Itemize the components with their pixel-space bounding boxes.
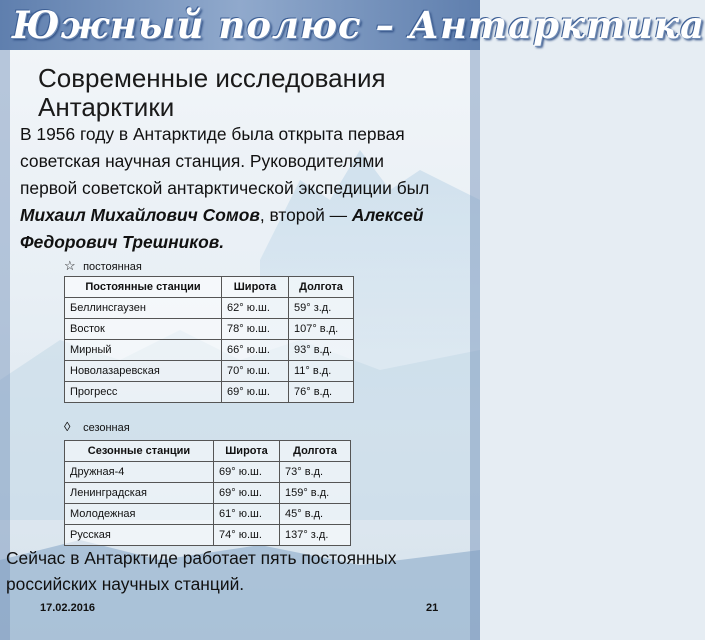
star-icon: ☆ bbox=[64, 258, 76, 273]
person-name: Федорович Трешников bbox=[20, 232, 220, 252]
latitude-cell: 74° ю.ш. bbox=[214, 525, 280, 546]
footer-date: 17.02.2016 bbox=[40, 602, 96, 614]
station-name: Беллинсгаузен bbox=[65, 298, 222, 319]
banner-title: Южный полюс – Антарктика bbox=[12, 3, 705, 47]
longitude-cell: 159° в.д. bbox=[280, 483, 351, 504]
column-header: Широта bbox=[214, 441, 280, 462]
latitude-cell: 70° ю.ш. bbox=[222, 361, 289, 382]
table-row bbox=[65, 382, 354, 403]
station-name: Молодежная bbox=[65, 504, 214, 525]
paragraph-text: , второй — bbox=[259, 205, 352, 225]
table-row bbox=[65, 462, 351, 483]
table-header-row bbox=[65, 277, 354, 298]
longitude-cell: 76° в.д. bbox=[289, 382, 354, 403]
paragraph-text: . bbox=[219, 232, 225, 252]
column-header: Долгота bbox=[289, 277, 354, 298]
table-row bbox=[65, 298, 354, 319]
longitude-cell: 107° в.д. bbox=[289, 319, 354, 340]
latitude-cell: 78° ю.ш. bbox=[222, 319, 289, 340]
longitude-cell: 45° в.д. bbox=[280, 504, 351, 525]
intro-paragraph bbox=[20, 121, 480, 256]
paragraph-line: Сейчас в Антарктиде работает пять постоянных bbox=[6, 548, 397, 568]
table-row bbox=[65, 319, 354, 340]
slide-title bbox=[38, 64, 386, 122]
longitude-cell: 137° з.д. bbox=[280, 525, 351, 546]
station-name: Ленинградская bbox=[65, 483, 214, 504]
legend-label: постоянная bbox=[83, 261, 142, 273]
longitude-cell: 11° в.д. bbox=[289, 361, 354, 382]
latitude-cell: 69° ю.ш. bbox=[214, 462, 280, 483]
legend-seasonal bbox=[64, 419, 130, 434]
table-header-row bbox=[65, 441, 351, 462]
station-name: Прогресс bbox=[65, 382, 222, 403]
table-row bbox=[65, 483, 351, 504]
table-row bbox=[65, 361, 354, 382]
station-name: Восток bbox=[65, 319, 222, 340]
paragraph-line: В 1956 году в Антарктиде была открыта первая bbox=[20, 124, 405, 144]
paragraph-line bbox=[20, 229, 480, 256]
table-row bbox=[65, 504, 351, 525]
diamond-icon: ◊ bbox=[64, 419, 71, 434]
column-header: Постоянные станции bbox=[65, 277, 222, 298]
person-name: Михаил Михайлович Сомов bbox=[20, 205, 260, 225]
paragraph-line: первой советской антарктической экспедиции был bbox=[20, 178, 430, 198]
latitude-cell: 62° ю.ш. bbox=[222, 298, 289, 319]
person-name: Алексей bbox=[351, 205, 424, 225]
station-name: Русская bbox=[65, 525, 214, 546]
paragraph-line: советская научная станция. Руководителями bbox=[20, 151, 384, 171]
paragraph-line bbox=[20, 202, 480, 229]
slide-title-line: Современные исследования bbox=[38, 63, 386, 93]
latitude-cell: 61° ю.ш. bbox=[214, 504, 280, 525]
seasonal-stations-table bbox=[64, 440, 351, 546]
legend-permanent bbox=[64, 258, 142, 274]
title-banner bbox=[0, 0, 705, 50]
station-name: Мирный bbox=[65, 340, 222, 361]
latitude-cell: 69° ю.ш. bbox=[214, 483, 280, 504]
slide-number: 21 bbox=[426, 602, 439, 614]
table-row bbox=[65, 340, 354, 361]
closing-paragraph bbox=[6, 545, 396, 597]
longitude-cell: 59° з.д. bbox=[289, 298, 354, 319]
slide-title-line: Антарктики bbox=[38, 92, 175, 122]
station-name: Дружная-4 bbox=[65, 462, 214, 483]
table-row bbox=[65, 525, 351, 546]
latitude-cell: 66° ю.ш. bbox=[222, 340, 289, 361]
permanent-stations-table bbox=[64, 276, 354, 403]
paragraph-line: российских научных станций. bbox=[6, 574, 245, 594]
column-header: Долгота bbox=[280, 441, 351, 462]
legend-label: сезонная bbox=[83, 422, 130, 434]
station-name: Новолазаревская bbox=[65, 361, 222, 382]
column-header: Широта bbox=[222, 277, 289, 298]
longitude-cell: 93° в.д. bbox=[289, 340, 354, 361]
column-header: Сезонные станции bbox=[65, 441, 214, 462]
longitude-cell: 73° в.д. bbox=[280, 462, 351, 483]
latitude-cell: 69° ю.ш. bbox=[222, 382, 289, 403]
